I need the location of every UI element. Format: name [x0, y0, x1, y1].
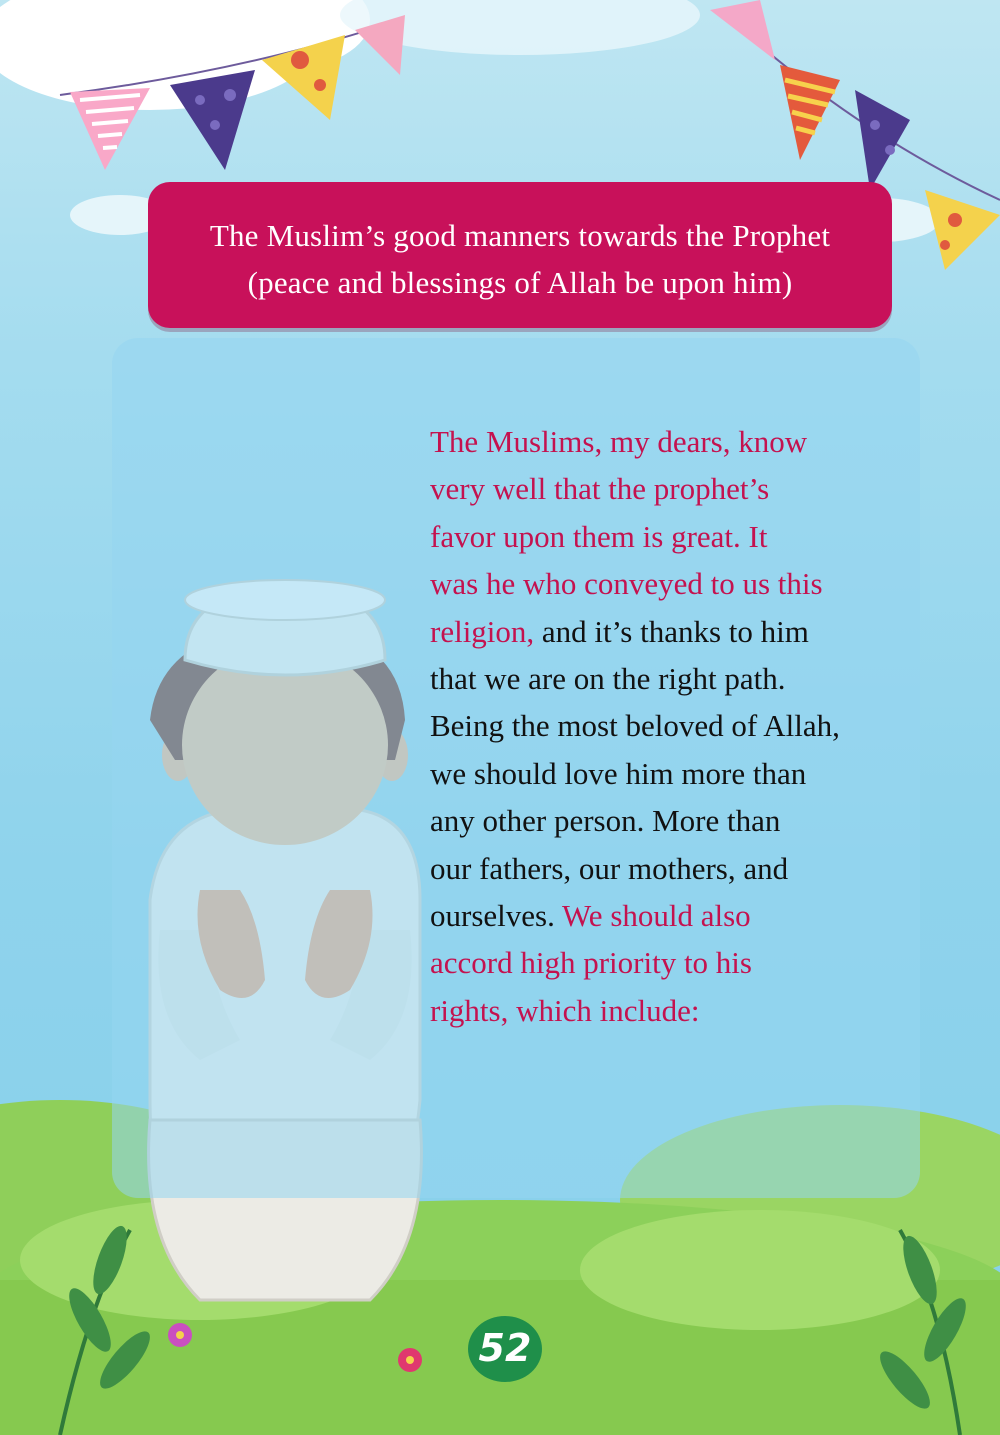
body-line: [430, 892, 920, 939]
body-line: [430, 655, 920, 702]
text-run: favor upon them is great. It: [430, 518, 768, 554]
page-number: 52: [478, 1326, 532, 1370]
body-line: [430, 608, 920, 655]
body-line: [430, 702, 920, 749]
text-run: any other person. More than: [430, 803, 781, 839]
body-line: [430, 797, 920, 844]
body-line: [430, 845, 920, 892]
body-line: [430, 939, 920, 986]
text-run: accord high priority to his: [430, 945, 752, 981]
text-run: our fathers, our mothers, and: [430, 850, 789, 886]
text-run: We should also: [562, 897, 751, 933]
title-line-1: The Muslim’s good manners towards the Prophet: [209, 218, 831, 253]
text-run: rights, which include:: [430, 992, 700, 1028]
title-line-2: (peace and blessings of Allah be upon him): [247, 265, 793, 300]
body-line: [430, 418, 920, 465]
text-run: The Muslims, my dears, know: [430, 424, 808, 459]
text-run: religion,: [430, 613, 542, 649]
page-number-badge: [468, 1316, 542, 1382]
body-line: [430, 987, 920, 1034]
text-run: that we are on the right path.: [430, 660, 786, 696]
text-run: we should love him more than: [430, 755, 807, 791]
text-run: very well that the prophet’s: [430, 471, 770, 507]
body-line: [430, 750, 920, 797]
body-line: [430, 465, 920, 512]
body-line: [430, 513, 920, 560]
text-run: was he who conveyed to us this: [430, 566, 823, 602]
text-run: and it’s thanks to him: [541, 613, 809, 649]
title-banner: [148, 182, 892, 328]
body-line: [430, 560, 920, 607]
text-run: Being the most beloved of Allah,: [430, 708, 840, 744]
body-paragraph: [430, 418, 920, 1034]
text-run: ourselves.: [430, 897, 563, 933]
